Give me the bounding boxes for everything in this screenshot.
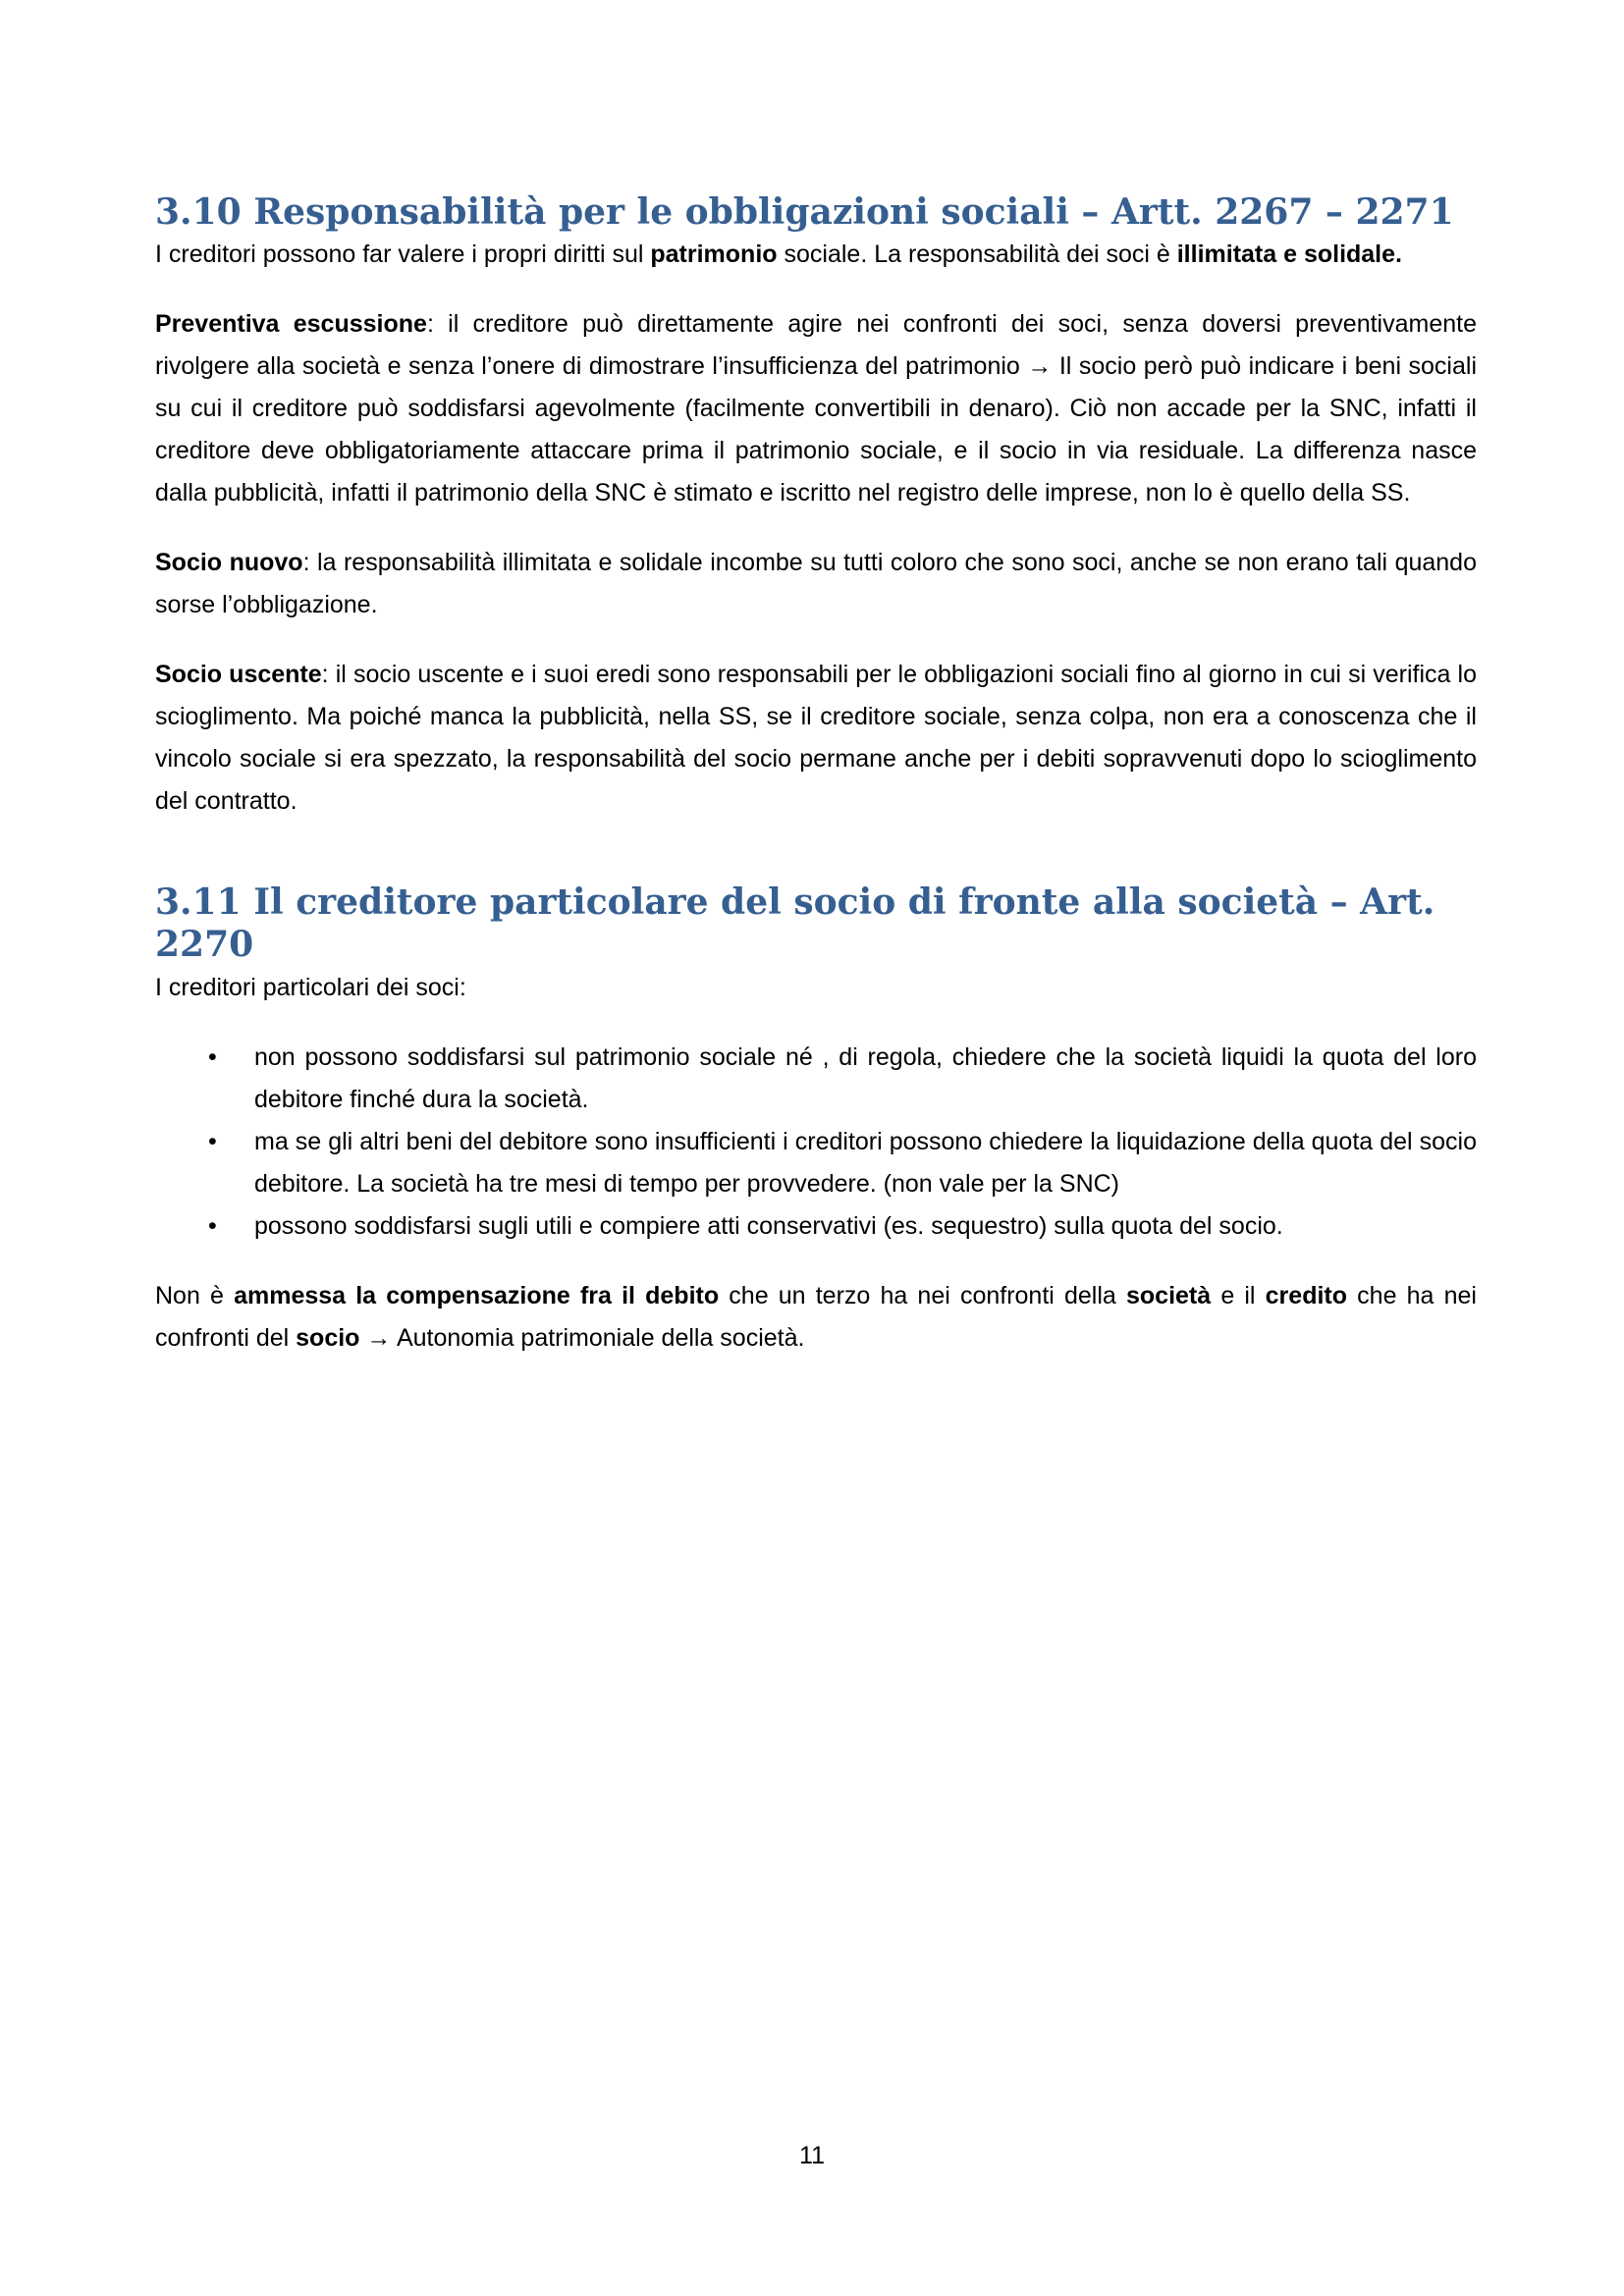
paragraph-text: che un terzo ha nei confronti della: [719, 1281, 1126, 1309]
paragraph-text: : il creditore può direttamente agire nei confronti dei soci, senza doversi preventivamente rivolgere alla società e senza l’onere di dimostrare l’insufficienza del patrimonio → Il socio però può indicare i beni sociali su cui il creditore può soddisfarsi agevolmente (facilmente convertibili in denaro). Ciò non accade per la SNC, infatti il creditore deve obbligatoriamente attaccare prima il patrimonio sociale, e il socio in via residuale. La differenza nasce dalla pubblicità, infatti il patrimonio della SNC è stimato e iscritto nel registro delle imprese, non lo è quello della SS.: [155, 310, 1477, 507]
paragraph-bold: socio: [296, 1323, 360, 1352]
socio-uscente-paragraph: [155, 654, 1477, 823]
paragraph-text: → Autonomia patrimoniale della società.: [359, 1323, 805, 1352]
list-item: [155, 1205, 1477, 1248]
paragraph-text: e il: [1211, 1281, 1266, 1309]
bullet-list: [155, 1037, 1477, 1248]
intro-bold-term: illimitata e solidale.: [1176, 240, 1402, 269]
list-item: [155, 1121, 1477, 1205]
list-item: [155, 1037, 1477, 1121]
paragraph-text: : la responsabilità illimitata e solidale incombe su tutti coloro che sono soci, anche se non erano tali quando sorse l’obbligazione.: [155, 549, 1477, 619]
page-number: 11: [799, 2142, 825, 2169]
paragraph-bold: società: [1125, 1281, 1212, 1309]
intro-bold-term: patrimonio: [650, 240, 778, 269]
socio-nuovo-paragraph: [155, 542, 1477, 626]
list-item-text: possono soddisfarsi sugli utili e compiere atti conservativi (es. sequestro) sulla quota del socio.: [254, 1211, 1283, 1240]
paragraph-text: che ha nei confronti del: [155, 1281, 1477, 1352]
paragraph-text: Non è: [155, 1281, 235, 1309]
bullet-icon: •: [208, 1042, 217, 1071]
document-page: [155, 191, 1477, 1360]
list-item-text: ma se gli altri beni del debitore sono insufficienti i creditori possono chiedere la liquidazione della quota del socio debitore. La società ha tre mesi di tempo per provvedere. (non vale per la SNC): [254, 1127, 1477, 1198]
list-item-text: non possono soddisfarsi sul patrimonio sociale né , di regola, chiedere che la società liquidi la quota del loro debitore finché dura la società.: [254, 1042, 1477, 1113]
intro-text: sociale. La responsabilità dei soci è: [777, 240, 1177, 269]
bullet-icon: •: [208, 1127, 217, 1155]
paragraph-term: Preventiva escussione: [155, 310, 427, 339]
paragraph-bold: credito: [1265, 1281, 1348, 1309]
section-heading: 3.10 Responsabilità per le obbligazioni sociali – Artt. 2267 – 2271: [155, 191, 1454, 233]
paragraph-bold: ammessa la compensazione fra il debito: [234, 1281, 720, 1309]
preventiva-escussione-paragraph: [155, 303, 1477, 514]
bullet-icon: •: [208, 1211, 217, 1240]
intro-paragraph: I creditori particolari dei soci:: [155, 973, 466, 1001]
paragraph-term: Socio nuovo: [155, 549, 303, 577]
section-3-10: [155, 191, 1477, 823]
section-3-11: [155, 881, 1477, 1359]
closing-paragraph: [155, 1275, 1477, 1360]
paragraph-text: : il socio uscente e i suoi eredi sono responsabili per le obbligazioni sociali fino al giorno in cui si verifica lo scioglimento. Ma poiché manca la pubblicità, nella SS, se il creditore sociale, senza colpa, non era a conoscenza che il vincolo sociale si era spezzato, la responsabilità del socio permane anche per i debiti sopravvenuti dopo lo scioglimento del contratto.: [155, 661, 1477, 816]
paragraph-term: Socio uscente: [155, 661, 322, 689]
section-heading: 3.11 Il creditore particolare del socio di fronte alla società – Art. 2270: [155, 881, 1435, 966]
intro-text: I creditori possono far valere i propri diritti sul: [155, 240, 651, 269]
intro-paragraph: [155, 234, 1477, 276]
